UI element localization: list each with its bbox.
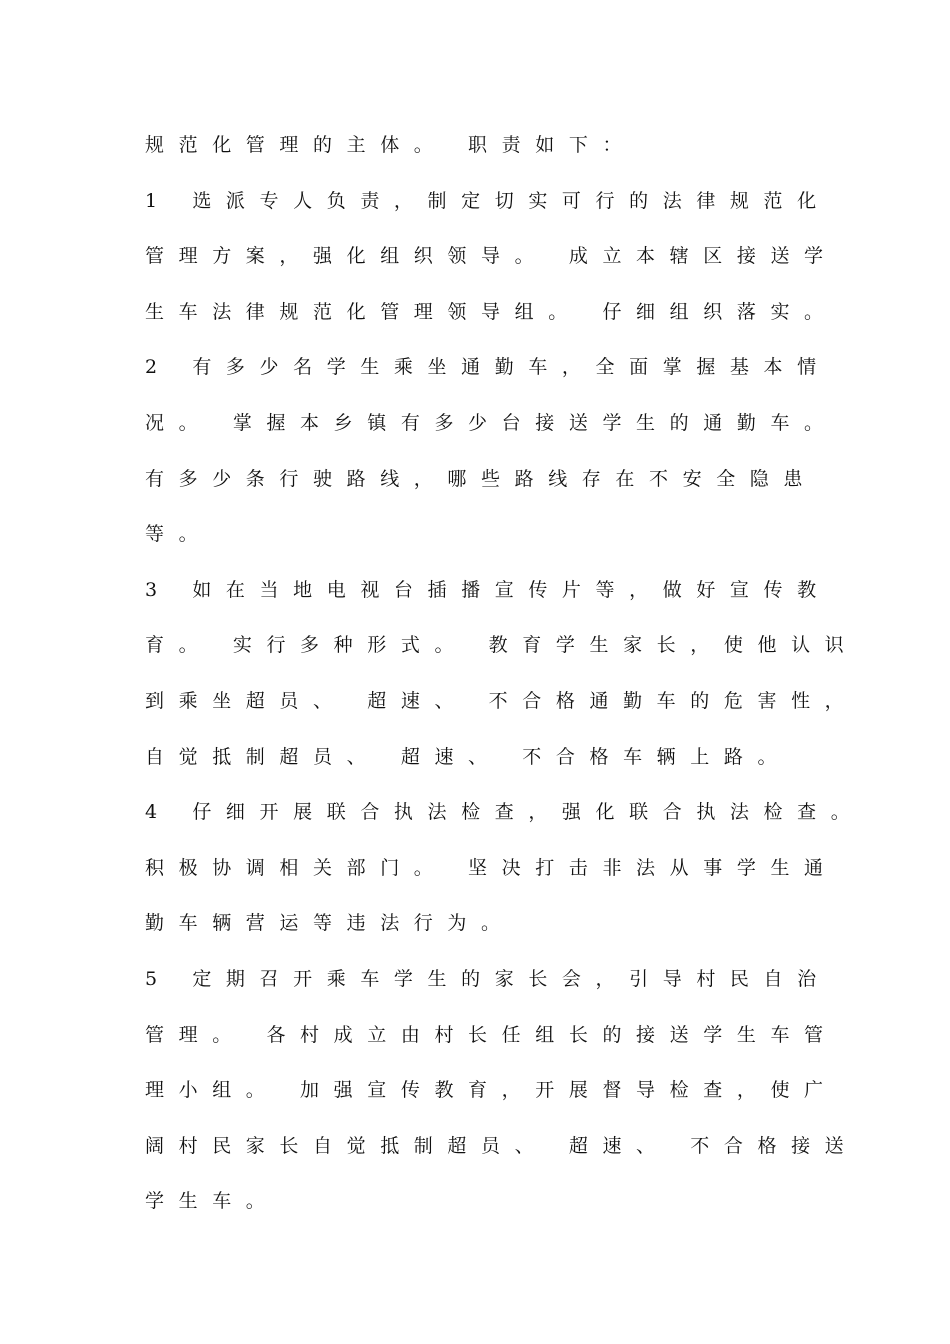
text-line: 有多少条行驶路线，哪些路线存在不安全隐患	[145, 467, 818, 490]
text-line: 理小组。 加强宣传教育，开展督导检查，使广	[145, 1079, 838, 1102]
text-line: 学生车。	[145, 1190, 280, 1213]
text-line: 管理。 各村成立由村长任组长的接送学生车管	[145, 1023, 838, 1046]
body-text	[145, 124, 865, 1236]
text-line: 自觉抵制超员、 超速、 不合格车辆上路。	[145, 745, 792, 768]
text-line: 管理方案，强化组织领导。 成立本辖区接送学	[145, 245, 838, 268]
text-line: 况。 掌握本乡镇有多少台接送学生的通勤车。	[145, 411, 838, 434]
text-line: 到乘坐超员、 超速、 不合格通勤车的危害性，	[145, 689, 859, 712]
text-line: 积极协调相关部门。 坚决打击非法从事学生通	[145, 856, 838, 879]
text-line: 5 定期召开乘车学生的家长会，引导村民自治	[145, 967, 831, 990]
text-line: 1 选派专人负责，制定切实可行的法律规范化	[145, 189, 831, 212]
text-line: 生车法律规范化管理领导组。 仔细组织落实。	[145, 300, 838, 323]
text-line: 规范化管理的主体。 职责如下：	[145, 134, 637, 156]
text-line: 育。 实行多种形式。 教育学生家长，使他认识	[145, 634, 859, 657]
text-line: 阔村民家长自觉抵制超员、 超速、 不合格接送	[145, 1134, 859, 1157]
text-line: 4 仔细开展联合执法检查，强化联合执法检查。	[145, 801, 865, 824]
text-line: 3 如在当地电视台插播宣传片等，做好宣传教	[145, 578, 831, 601]
text-line: 勤车辆营运等违法行为。	[145, 912, 515, 935]
text-line: 2 有多少名学生乘坐通勤车，全面掌握基本情	[145, 356, 831, 379]
text-line: 等。	[145, 523, 213, 546]
